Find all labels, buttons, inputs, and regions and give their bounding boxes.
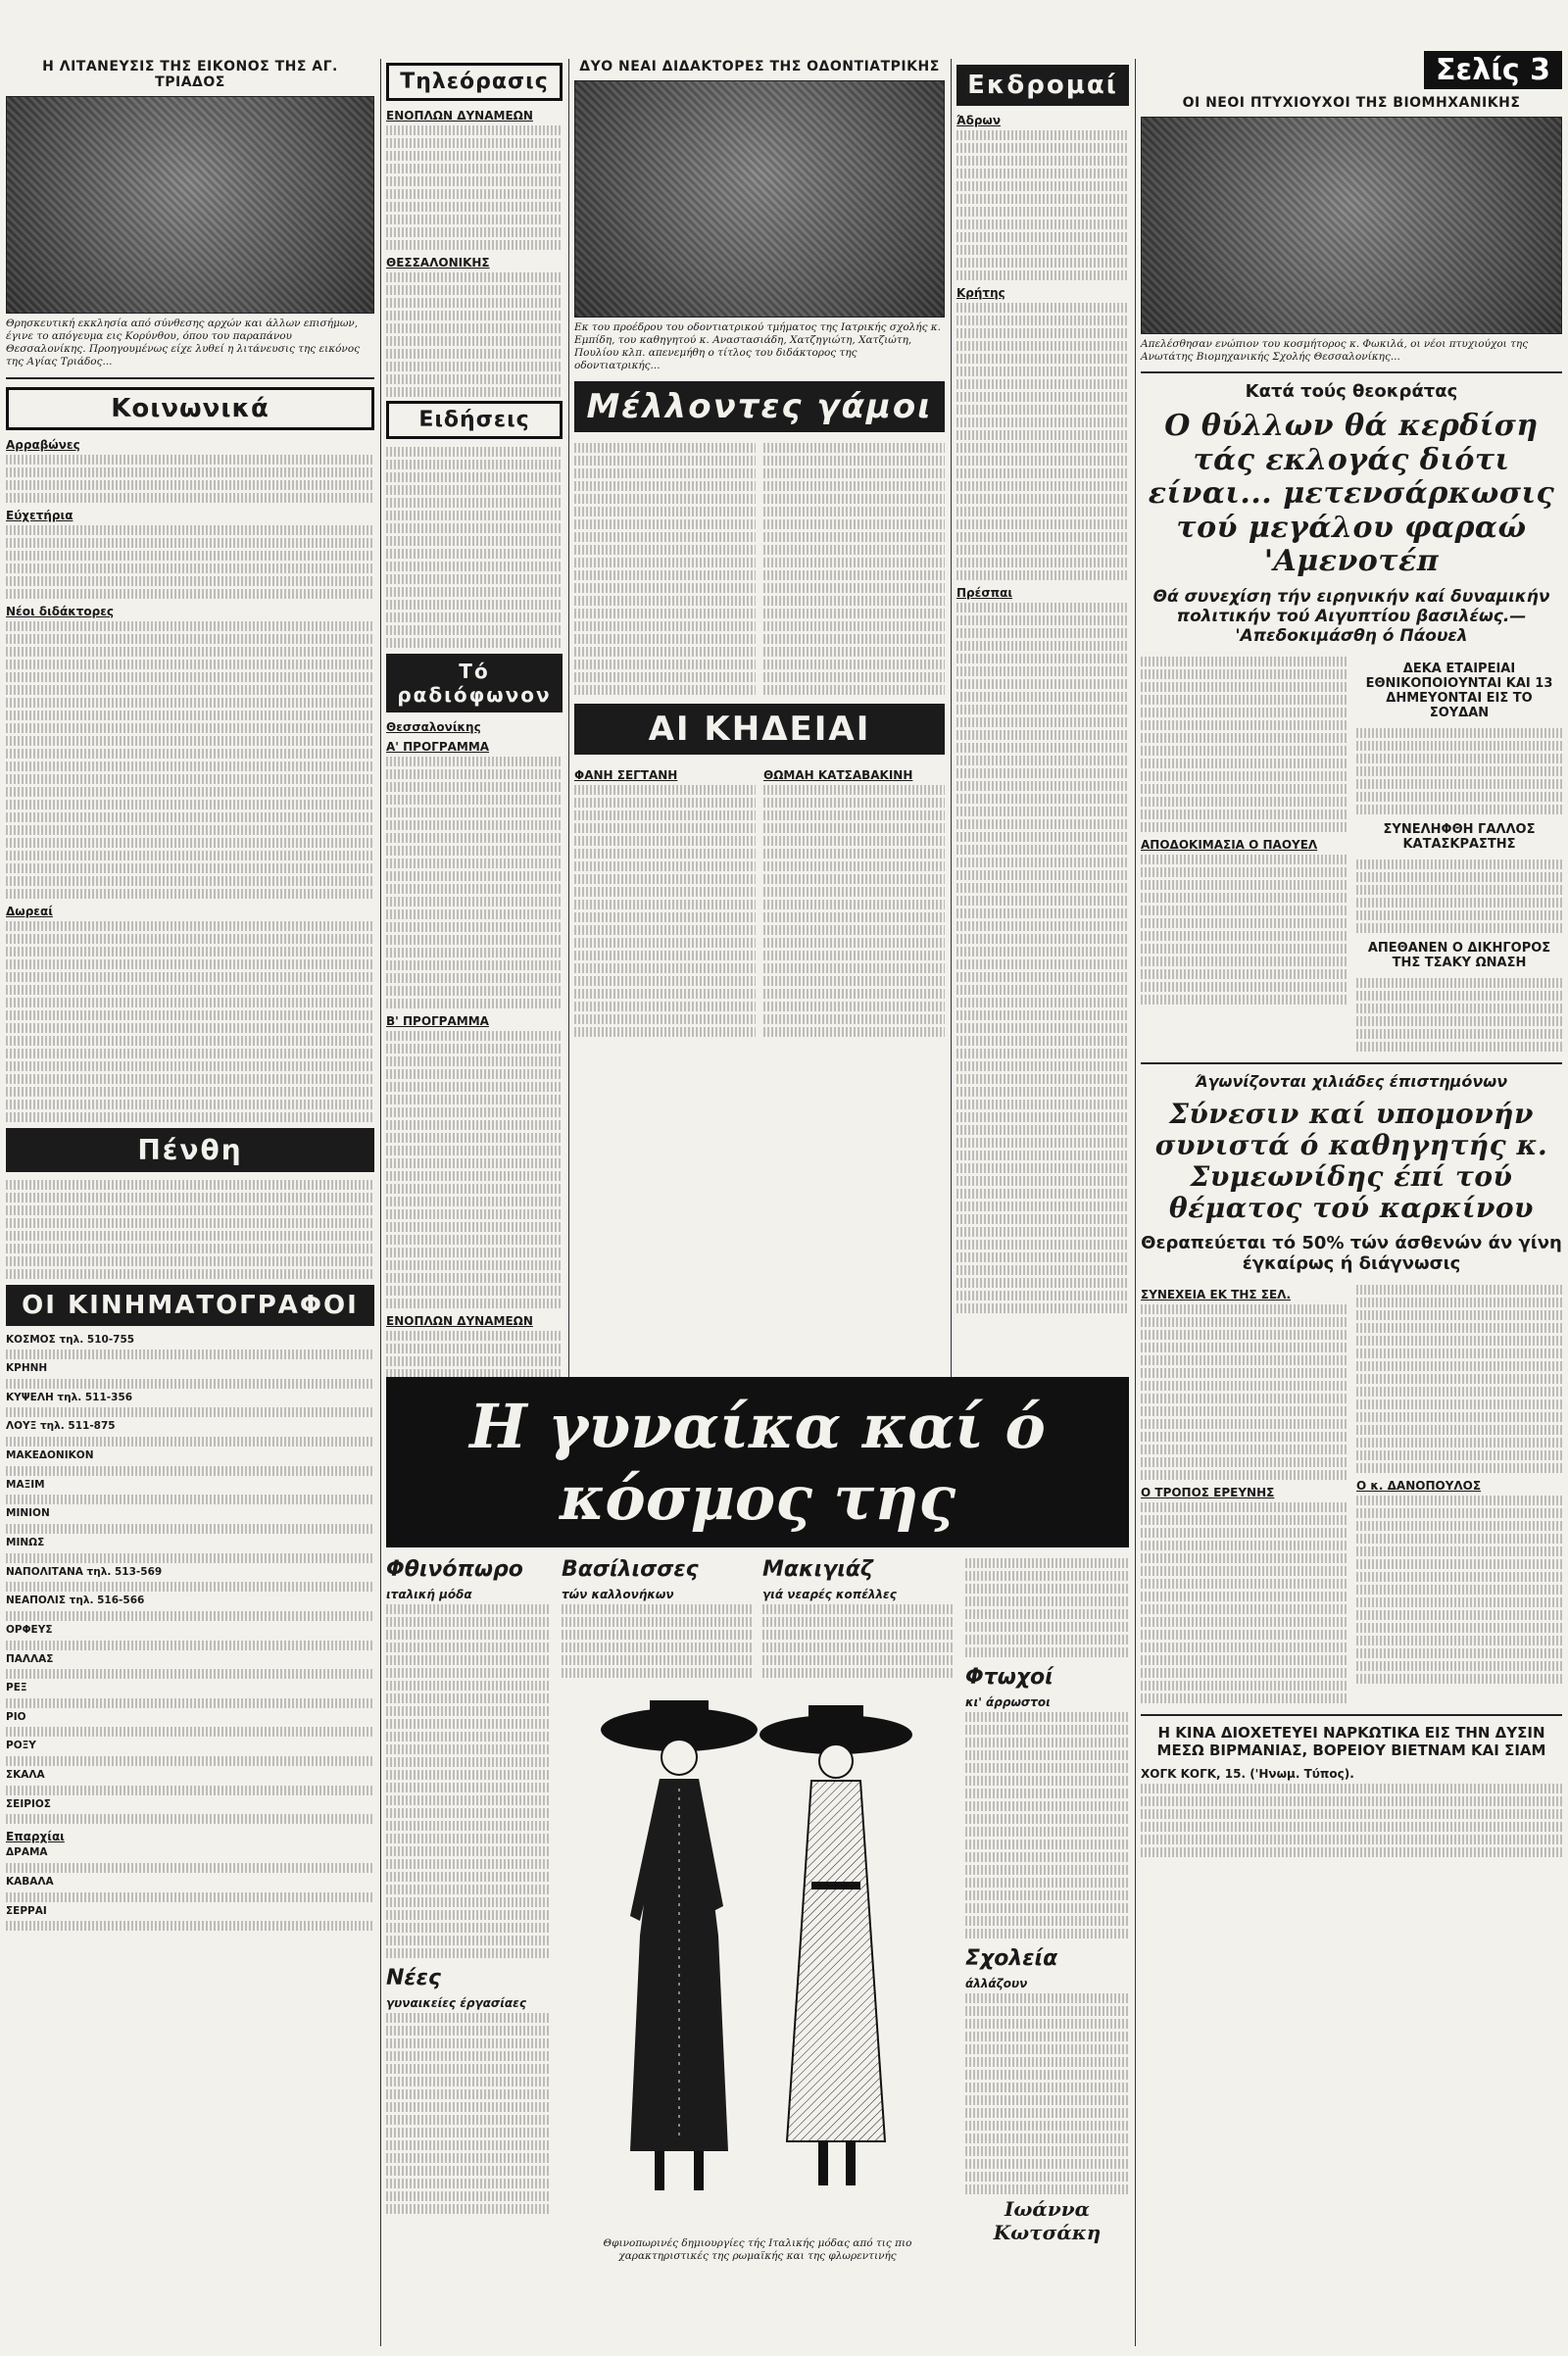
funerals-header: ΑΙ ΚΗΔΕΙΑΙ — [574, 704, 945, 755]
poor-head: Φτωχοί — [965, 1665, 1054, 1690]
province-entry: ΔΡΑΜΑ — [6, 1846, 374, 1873]
sub-headline: Θά συνεχίση τήν ειρηνικήν καί δυναμικήν πολιτικήν τού Αιγυπτίου βασιλέως.— 'Απεδοκιμάσθη ό Πάουελ — [1152, 586, 1550, 646]
schools-sub: άλλάζουν — [965, 1977, 1028, 1990]
society-header: Κοινωνικά — [6, 387, 374, 430]
excursions-header: Εκδρομαί — [956, 65, 1129, 106]
column-3 — [574, 59, 945, 1040]
powell-subhead: ΑΠΟΔΟΚΙΜΑΣΙΑ Ο ΠΑΟΥΕΛ — [1141, 837, 1318, 852]
main-headline: Ο θύλλων θά κερδίση τάς εκλογάς διότι είναι... μετενσάρκωσις τού μεγάλου φαραώ 'Αμενοτέπ — [1148, 409, 1555, 579]
poor-sub: κι' άρρωστοι — [965, 1695, 1051, 1709]
cinema-entry: ΜΙΝΙΟΝ — [6, 1507, 374, 1534]
onassis-lawyer-headline: ΑΠΕΘΑΝΕΝ Ο ΔΙΚΗΓΟΡΟΣ ΤΗΣ ΤΣΑΚΥ ΩΝΑΣΗ — [1367, 940, 1551, 970]
excursion-sub-1: Άδρων — [956, 114, 1002, 127]
cinema-entry: ΡΕΞ — [6, 1682, 374, 1708]
funeral-name-1: ΦΑΝΗ ΣΕΓΤΑΝΗ — [574, 767, 678, 782]
cinema-entry: ΣΕΙΡΙΟΣ — [6, 1798, 374, 1825]
cinema-entry: ΛΟΥΞ τηλ. 511-875 — [6, 1420, 374, 1447]
province-list — [6, 1846, 374, 1931]
china-headline: Η ΚΙΝΑ ΔΙΟΧΕΤΕΥΕΙ ΝΑΡΚΩΤΙΚΑ ΕΙΣ ΤΗΝ ΔΥΣΙΝ ΜΕΣΩ ΒΙΡΜΑΝΙΑΣ, ΒΟΡΕΙΟΥ ΒΙΕΤΝΑΜ ΚΑΙ ΣΙΑΜ — [1156, 1723, 1546, 1759]
doctors-subhead: Νέοι διδάκτορες — [6, 604, 115, 618]
procession-photo — [6, 96, 374, 314]
tv-armed-forces: ΕΝΟΠΛΩΝ ΔΥΝΑΜΕΩΝ — [386, 109, 533, 123]
cancer-subheadline: Θεραπεύεται τό 50% τών άσθενών άν γίνη έγκαίρως ή διάγνωσις — [1141, 1232, 1562, 1274]
cinema-entry: ΡΟΞΥ — [6, 1740, 374, 1766]
cinema-entry: ΚΟΣΜΟΣ τηλ. 510-755 — [6, 1334, 374, 1360]
research-subhead: Ο ΤΡΟΠΟΣ ΕΡΕΥΝΗΣ — [1141, 1485, 1275, 1499]
women-banner: Η γυναίκα καί ό κόσμος της — [386, 1377, 1129, 1547]
funeral-name-2: ΘΩΜΑΗ ΚΑΤΣΑΒΑΚΙΝΗ — [763, 767, 913, 782]
excursion-sub-2: Κρήτης — [956, 286, 1005, 300]
graduates-headline: ΟΙ ΝΕΟΙ ΠΤΥΧΙΟΥΧΟΙ ΤΗΣ ΒΙΟΜΗΧΑΝΙΚΗΣ — [1182, 95, 1521, 111]
photo-caption: Θρησκευτική εκκλησία από σύνθεσης αρχών και άλλων επισήμων, έγινε το απόγευμα εις Κορύνθου, όπου του παραπάνου Θεσσαλονίκης. Προηγουμένως είχε λυθεί η λιτάνευσις της εικόνος της Αγίας Τριάδος... — [6, 318, 361, 368]
autumn-sub: ιταλική μόδα — [386, 1588, 472, 1601]
tv-thessaloniki: ΘΕΣΣΑΛΟΝΙΚΗΣ — [386, 256, 490, 270]
mourning-header: Πένθη — [6, 1128, 374, 1172]
cinema-entry: ΚΡΗΝΗ — [6, 1362, 374, 1389]
queens-head: Βασίλισσες — [562, 1557, 699, 1582]
dentistry-headline: ΔΥΟ ΝΕΑΙ ΔΙΔΑΚΤΟΡΕΣ ΤΗΣ ΟΔΟΝΤΙΑΤΡΙΚΗΣ — [579, 59, 940, 74]
woman-figure-right — [760, 1705, 912, 2185]
radio-header: Τό ραδιόφωνον — [386, 654, 563, 712]
cancer-headline: Σύνεσιν καί υπομονήν συνιστά ό καθηγητής κ. Συμεωνίδης έπί τού θέματος τού καρκίνου — [1154, 1097, 1548, 1225]
cinema-entry: ΜΑΞΙΜ — [6, 1479, 374, 1505]
fashion-illustration — [562, 1681, 954, 2230]
cinema-entry: ΠΑΛΛΑΣ — [6, 1653, 374, 1680]
makeup-head: Μακιγιάζ — [762, 1557, 873, 1582]
new-sub: γυναικείες έργασίαες — [386, 1996, 526, 2010]
makeup-sub: γιά νεαρές κοπέλλες — [762, 1588, 897, 1601]
sudan-headline: ΔΕΚΑ ΕΤΑΙΡΕΙΑΙ ΕΘΝΙΚΟΠΟΙΟΥΝΤΑΙ ΚΑΙ 13 ΔΗΜΕΥΟΝΤΑΙ ΕΙΣ ΤΟ ΣΟΥΔΑΝ — [1365, 661, 1553, 720]
column-rule — [380, 59, 381, 2346]
schools-head: Σχολεία — [965, 1946, 1058, 1971]
cinema-entry: ΝΑΠΟΛΙΤΑΝΑ τηλ. 513-569 — [6, 1566, 374, 1593]
donations-subhead: Δωρεαί — [6, 904, 53, 918]
program-b: Β' ΠΡΟΓΡΑΜΜΑ — [386, 1014, 489, 1028]
engagements-subhead: Αρραβώνες — [6, 437, 80, 452]
graduates-caption: Απελέσθησαν ενώπιον του κοσμήτορος κ. Φωκιλά, οι νέοι πτυχιούχοι της Ανωτάτης Βιομηχανικής Σχολής Θεσσαλονίκης... — [1141, 338, 1529, 364]
doctor-subhead: Ο κ. ΔΑΝΟΠΟΥΛΟΣ — [1356, 1478, 1482, 1493]
china-dateline: ΧΟΓΚ ΚΟΓΚ, 15. ('Ηνωμ. Τύπος). — [1141, 1766, 1354, 1781]
contest-line: Άγωνίζονται χιλιάδες έπιστημόνων — [1195, 1071, 1508, 1091]
province-entry: ΚΑΒΑΛΑ — [6, 1876, 374, 1902]
future-weddings-header: Μέλλοντες γάμοι — [574, 381, 945, 432]
woman-figure-left — [601, 1700, 758, 2190]
french-arrest-headline: ΣΥΝΕΛΗΦΘΗ ΓΑΛΛΟΣ ΚΑΤΑΣΚΡΑΣΤΗΣ — [1383, 821, 1536, 852]
photo-headline: Η ΛΙΤΑΝΕΥΣΙΣ ΤΗΣ ΕΙΚΟΝΟΣ ΤΗΣ ΑΓ. ΤΡΙΑΔΟΣ — [42, 59, 338, 90]
news-header: Ειδήσεις — [386, 401, 563, 439]
cinemas-header: ΟΙ ΚΙΝΗΜΑΤΟΓΡΑΦΟΙ — [6, 1285, 374, 1326]
weddings-subhead: Εύχετήρια — [6, 508, 74, 522]
autumn-head: Φθινόπωρο — [386, 1557, 523, 1582]
dentistry-photo — [574, 80, 945, 318]
queens-sub: τών καλλονήκων — [562, 1588, 674, 1601]
continuation-label: ΣΥΝΕΧΕΙΑ ΕΚ ΤΗΣ ΣΕΛ. — [1141, 1287, 1292, 1301]
author-byline: Ιωάννα Κωτσάκη — [993, 2197, 1102, 2244]
cinema-list — [6, 1334, 374, 1825]
graduates-photo — [1141, 117, 1562, 334]
armed-forces-radio: ΕΝΟΠΛΩΝ ΔΥΝΑΜΕΩΝ — [386, 1314, 533, 1328]
column-rule — [1135, 59, 1136, 2346]
column-4 — [956, 59, 1129, 1316]
cinema-entry: ΝΕΑΠΟΛΙΣ τηλ. 516-566 — [6, 1595, 374, 1621]
cinema-entry: ΣΚΑΛΑ — [6, 1769, 374, 1795]
cinema-entry: ΜΑΚΕΔΟΝΙΚΟΝ — [6, 1449, 374, 1476]
radio-subhead: Θεσσαλονίκης — [386, 720, 481, 734]
column-1 — [6, 59, 374, 1934]
excursion-sub-3: Πρέσπαι — [956, 586, 1013, 600]
women-section — [386, 1377, 1129, 2347]
fashion-caption: Θφινοπωρινές δημιουργίες τής Ιταλικής μόδας από τις πιο χαρακτηριστικές της ρωμαϊκής και της φλωρεντινής — [603, 2237, 912, 2263]
tv-header: Τηλεόρασις — [386, 63, 563, 101]
new-head: Νέες — [386, 1966, 441, 1990]
column-5 — [1141, 51, 1562, 1860]
cinema-entry: ΜΙΝΩΣ — [6, 1537, 374, 1563]
page-number-label: Σελίς 3 — [1424, 51, 1562, 89]
provinces-subhead: Επαρχίαι — [6, 1830, 65, 1844]
cinema-entry: ΡΙΟ — [6, 1711, 374, 1738]
cinema-entry: ΚΥΨΕΛΗ τηλ. 511-356 — [6, 1392, 374, 1418]
province-entry: ΣΕΡΡΑΙ — [6, 1905, 374, 1932]
dentistry-caption: Εκ του προέδρου του οδοντιατρικού τμήματος της Ιατρικής σχολής κ. Εμπίδη, του καθηγητού κ. Αναστασιάδη, Χατζηγιώτη, Χατζιώτη, Πουλίου κλπ. απενεμήθη ο τίτλος του διδάκτορος της οδοντιατρικής... — [574, 321, 942, 372]
cinema-entry: ΟΡΦΕΥΣ — [6, 1624, 374, 1650]
theocrats-head: Κατά τούς θεοκράτας — [1245, 381, 1458, 403]
program-a: Α' ΠΡΟΓΡΑΜΜΑ — [386, 740, 490, 754]
